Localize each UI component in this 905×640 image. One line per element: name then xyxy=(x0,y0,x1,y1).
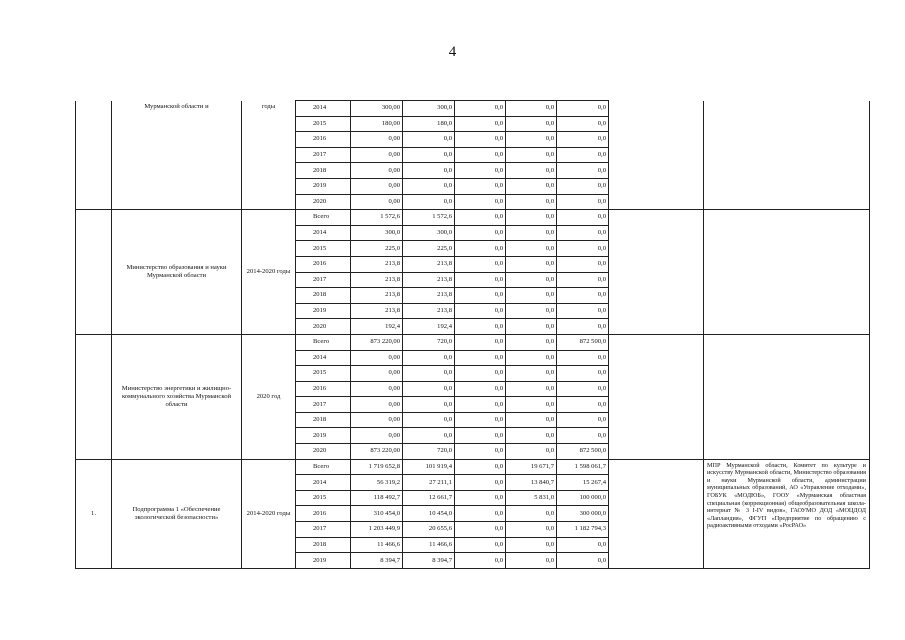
amount-cell: 0,0 xyxy=(557,210,609,226)
amount-cell: 0,0 xyxy=(557,366,609,382)
amount-cell: 0,0 xyxy=(557,303,609,319)
amount-cell: 19 671,7 xyxy=(506,459,557,475)
year-cell: 2014 xyxy=(296,350,351,366)
amount-cell: 1 598 061,7 xyxy=(557,459,609,475)
executors-cell: МПР Мурманской области, Комитет по культуре и искусству Мурманской области, Министерство образования и науки Мурманской области, администрации муниципальных образований, АО «Управление отходами», ГОБУК «МОДЮБ», ГООУ «Мурманская областная специальная (коррекционная) общеобразовательная школа-интернат № 3 I-IV видов», ГАОУМО ДОД «МОЦДОД «Лапландия», ФГУП «Предприятие по обращению с радиоактивными отходами «РосРАО» xyxy=(704,459,870,568)
year-cell: 2017 xyxy=(296,522,351,538)
amount-cell: 0,0 xyxy=(455,116,506,132)
amount-cell: 0,0 xyxy=(506,163,557,179)
amount-cell: 213,8 xyxy=(403,272,455,288)
amount-cell: 0,0 xyxy=(455,101,506,117)
year-cell: 2018 xyxy=(296,163,351,179)
amount-cell: 0,0 xyxy=(403,412,455,428)
amount-cell: 0,00 xyxy=(351,397,403,413)
year-cell: 2018 xyxy=(296,288,351,304)
executors-cell xyxy=(704,101,870,210)
amount-cell: 0,0 xyxy=(506,428,557,444)
amount-cell: 0,0 xyxy=(557,132,609,148)
year-cell: Всего xyxy=(296,210,351,226)
row-number-cell xyxy=(76,334,112,459)
amount-cell: 213,8 xyxy=(351,272,403,288)
amount-cell: 0,0 xyxy=(506,225,557,241)
amount-cell: 872 500,0 xyxy=(557,444,609,460)
amount-cell: 1 203 449,9 xyxy=(351,522,403,538)
amount-cell: 0,00 xyxy=(351,147,403,163)
amount-cell: 0,0 xyxy=(506,241,557,257)
amount-cell: 0,0 xyxy=(455,319,506,335)
amount-cell: 0,0 xyxy=(455,522,506,538)
amount-cell: 118 492,7 xyxy=(351,490,403,506)
year-cell: 2020 xyxy=(296,444,351,460)
year-cell: 2014 xyxy=(296,475,351,491)
amount-cell: 0,0 xyxy=(506,553,557,569)
table-row xyxy=(76,101,870,117)
amount-cell: 0,0 xyxy=(506,288,557,304)
amount-cell: 0,0 xyxy=(557,194,609,210)
amount-cell: 0,0 xyxy=(455,459,506,475)
amount-cell: 0,0 xyxy=(557,428,609,444)
year-cell: 2016 xyxy=(296,506,351,522)
amount-cell: 0,0 xyxy=(557,412,609,428)
amount-cell: 0,0 xyxy=(403,147,455,163)
amount-cell: 0,0 xyxy=(557,350,609,366)
amount-cell: 0,0 xyxy=(455,194,506,210)
amount-cell: 0,0 xyxy=(506,397,557,413)
executors-cell xyxy=(704,210,870,335)
row-number-cell xyxy=(76,210,112,335)
amount-cell: 0,0 xyxy=(403,381,455,397)
row-number-cell xyxy=(76,101,112,210)
amount-cell: 0,0 xyxy=(557,116,609,132)
amount-cell: 0,0 xyxy=(557,256,609,272)
amount-cell: 720,0 xyxy=(403,334,455,350)
amount-cell: 0,0 xyxy=(455,428,506,444)
budget-table xyxy=(75,100,870,569)
amount-cell: 0,0 xyxy=(557,397,609,413)
amount-cell: 872 500,0 xyxy=(557,334,609,350)
amount-cell: 0,00 xyxy=(351,366,403,382)
year-cell: 2018 xyxy=(296,537,351,553)
page-number: 4 xyxy=(448,44,457,60)
amount-cell: 0,0 xyxy=(455,537,506,553)
amount-cell: 0,0 xyxy=(455,506,506,522)
table-row xyxy=(76,459,870,475)
year-cell: Всего xyxy=(296,459,351,475)
year-cell: 2018 xyxy=(296,412,351,428)
amount-cell: 0,0 xyxy=(455,178,506,194)
amount-cell: 0,0 xyxy=(506,210,557,226)
amount-cell: 0,0 xyxy=(455,475,506,491)
amount-cell: 1 719 652,8 xyxy=(351,459,403,475)
amount-cell: 213,8 xyxy=(403,256,455,272)
year-cell: Всего xyxy=(296,334,351,350)
amount-cell: 0,00 xyxy=(351,412,403,428)
amount-cell: 0,0 xyxy=(506,412,557,428)
amount-cell: 1 182 794,3 xyxy=(557,522,609,538)
period-cell: 2014-2020 годы xyxy=(242,459,296,568)
amount-cell: 873 220,00 xyxy=(351,444,403,460)
year-cell: 2014 xyxy=(296,101,351,117)
year-cell: 2020 xyxy=(296,319,351,335)
amount-cell: 0,0 xyxy=(455,163,506,179)
amount-cell: 225,0 xyxy=(351,241,403,257)
amount-cell: 0,0 xyxy=(455,350,506,366)
amount-cell: 8 394,7 xyxy=(403,553,455,569)
table-row xyxy=(76,334,870,350)
amount-cell: 213,8 xyxy=(351,303,403,319)
amount-cell: 0,0 xyxy=(506,101,557,117)
amount-cell: 0,00 xyxy=(351,381,403,397)
amount-cell: 27 211,1 xyxy=(403,475,455,491)
amount-cell: 11 466,6 xyxy=(351,537,403,553)
year-cell: 2017 xyxy=(296,147,351,163)
amount-cell: 0,0 xyxy=(506,334,557,350)
amount-cell: 0,0 xyxy=(506,350,557,366)
amount-cell: 0,0 xyxy=(557,319,609,335)
amount-cell: 180,00 xyxy=(351,116,403,132)
amount-cell: 0,0 xyxy=(403,397,455,413)
year-cell: 2017 xyxy=(296,397,351,413)
amount-cell: 213,8 xyxy=(351,256,403,272)
year-cell: 2015 xyxy=(296,241,351,257)
amount-cell: 0,0 xyxy=(557,537,609,553)
amount-cell: 0,0 xyxy=(455,241,506,257)
amount-cell: 180,0 xyxy=(403,116,455,132)
amount-cell: 100 000,0 xyxy=(557,490,609,506)
year-cell: 2014 xyxy=(296,225,351,241)
amount-cell: 720,0 xyxy=(403,444,455,460)
table-row xyxy=(76,210,870,226)
amount-cell: 300,0 xyxy=(403,225,455,241)
amount-cell: 300,0 xyxy=(351,225,403,241)
amount-cell: 0,0 xyxy=(557,163,609,179)
measure-name-cell: Подпрограмма 1 «Обеспечение экологической безопасности» xyxy=(112,459,242,568)
amount-cell: 0,0 xyxy=(506,256,557,272)
measure-name-cell: Министерство образования и науки Мурманской области xyxy=(112,210,242,335)
year-cell: 2015 xyxy=(296,490,351,506)
table-body xyxy=(76,101,870,569)
amount-cell: 873 220,00 xyxy=(351,334,403,350)
amount-cell: 11 466,6 xyxy=(403,537,455,553)
year-cell: 2016 xyxy=(296,132,351,148)
amount-cell: 1 572,6 xyxy=(351,210,403,226)
amount-cell: 310 454,0 xyxy=(351,506,403,522)
year-cell: 2020 xyxy=(296,194,351,210)
amount-cell: 101 919,4 xyxy=(403,459,455,475)
amount-cell: 0,0 xyxy=(455,256,506,272)
amount-cell: 0,00 xyxy=(351,132,403,148)
amount-cell: 0,0 xyxy=(403,132,455,148)
amount-cell: 0,0 xyxy=(403,366,455,382)
amount-cell: 0,00 xyxy=(351,178,403,194)
amount-cell: 0,00 xyxy=(351,350,403,366)
amount-cell: 225,0 xyxy=(403,241,455,257)
amount-cell: 10 454,0 xyxy=(403,506,455,522)
amount-cell: 0,0 xyxy=(557,241,609,257)
year-cell: 2017 xyxy=(296,272,351,288)
year-cell: 2019 xyxy=(296,178,351,194)
period-cell: 2014-2020 годы xyxy=(242,210,296,335)
year-cell: 2016 xyxy=(296,256,351,272)
amount-cell: 0,0 xyxy=(506,272,557,288)
amount-cell: 0,0 xyxy=(455,288,506,304)
amount-cell: 0,0 xyxy=(506,444,557,460)
amount-cell: 0,0 xyxy=(506,303,557,319)
period-cell: годы xyxy=(242,101,296,210)
amount-cell: 0,0 xyxy=(403,178,455,194)
amount-cell: 0,00 xyxy=(351,194,403,210)
amount-cell: 0,0 xyxy=(506,132,557,148)
amount-cell: 0,0 xyxy=(506,381,557,397)
amount-cell: 0,00 xyxy=(351,428,403,444)
amount-cell: 213,8 xyxy=(351,288,403,304)
amount-cell: 0,0 xyxy=(455,490,506,506)
year-cell: 2019 xyxy=(296,303,351,319)
amount-cell: 0,0 xyxy=(557,147,609,163)
amount-cell: 0,0 xyxy=(506,116,557,132)
amount-cell: 56 319,2 xyxy=(351,475,403,491)
amount-cell: 0,0 xyxy=(455,397,506,413)
amount-cell: 0,0 xyxy=(455,412,506,428)
indicator-cell xyxy=(609,334,704,459)
indicator-cell xyxy=(609,210,704,335)
amount-cell: 0,0 xyxy=(506,506,557,522)
amount-cell: 0,00 xyxy=(351,163,403,179)
amount-cell: 20 655,6 xyxy=(403,522,455,538)
amount-cell: 8 394,7 xyxy=(351,553,403,569)
amount-cell: 0,0 xyxy=(455,132,506,148)
amount-cell: 0,0 xyxy=(557,225,609,241)
amount-cell: 0,0 xyxy=(506,147,557,163)
amount-cell: 5 831,0 xyxy=(506,490,557,506)
amount-cell: 0,0 xyxy=(506,178,557,194)
measure-name-cell: Мурманской области и xyxy=(112,101,242,210)
amount-cell: 0,0 xyxy=(403,428,455,444)
amount-cell: 300 000,0 xyxy=(557,506,609,522)
year-cell: 2019 xyxy=(296,428,351,444)
amount-cell: 0,0 xyxy=(403,163,455,179)
indicator-cell xyxy=(609,101,704,210)
period-cell: 2020 год xyxy=(242,334,296,459)
measure-name-cell: Министерство энергетики и жилищно-коммунального хозяйства Мурманской области xyxy=(112,334,242,459)
amount-cell: 213,8 xyxy=(403,303,455,319)
amount-cell: 1 572,6 xyxy=(403,210,455,226)
amount-cell: 12 661,7 xyxy=(403,490,455,506)
amount-cell: 0,0 xyxy=(455,366,506,382)
year-cell: 2015 xyxy=(296,366,351,382)
amount-cell: 300,0 xyxy=(403,101,455,117)
amount-cell: 0,0 xyxy=(455,272,506,288)
amount-cell: 0,0 xyxy=(557,288,609,304)
amount-cell: 0,0 xyxy=(557,178,609,194)
amount-cell: 0,0 xyxy=(455,334,506,350)
amount-cell: 0,0 xyxy=(455,210,506,226)
indicator-cell xyxy=(609,459,704,568)
amount-cell: 0,0 xyxy=(455,444,506,460)
amount-cell: 0,0 xyxy=(455,147,506,163)
amount-cell: 300,00 xyxy=(351,101,403,117)
amount-cell: 0,0 xyxy=(455,225,506,241)
year-cell: 2015 xyxy=(296,116,351,132)
row-number-cell: 1. xyxy=(76,459,112,568)
amount-cell: 192,4 xyxy=(403,319,455,335)
amount-cell: 0,0 xyxy=(455,553,506,569)
amount-cell: 0,0 xyxy=(557,101,609,117)
year-cell: 2016 xyxy=(296,381,351,397)
amount-cell: 213,8 xyxy=(403,288,455,304)
amount-cell: 0,0 xyxy=(506,319,557,335)
amount-cell: 0,0 xyxy=(403,350,455,366)
amount-cell: 0,0 xyxy=(506,522,557,538)
amount-cell: 0,0 xyxy=(506,366,557,382)
executors-cell xyxy=(704,334,870,459)
amount-cell: 0,0 xyxy=(506,194,557,210)
amount-cell: 0,0 xyxy=(403,194,455,210)
amount-cell: 0,0 xyxy=(455,381,506,397)
amount-cell: 0,0 xyxy=(506,537,557,553)
year-cell: 2019 xyxy=(296,553,351,569)
amount-cell: 192,4 xyxy=(351,319,403,335)
amount-cell: 0,0 xyxy=(557,381,609,397)
amount-cell: 15 267,4 xyxy=(557,475,609,491)
amount-cell: 0,0 xyxy=(455,303,506,319)
amount-cell: 0,0 xyxy=(557,553,609,569)
amount-cell: 0,0 xyxy=(557,272,609,288)
amount-cell: 13 840,7 xyxy=(506,475,557,491)
